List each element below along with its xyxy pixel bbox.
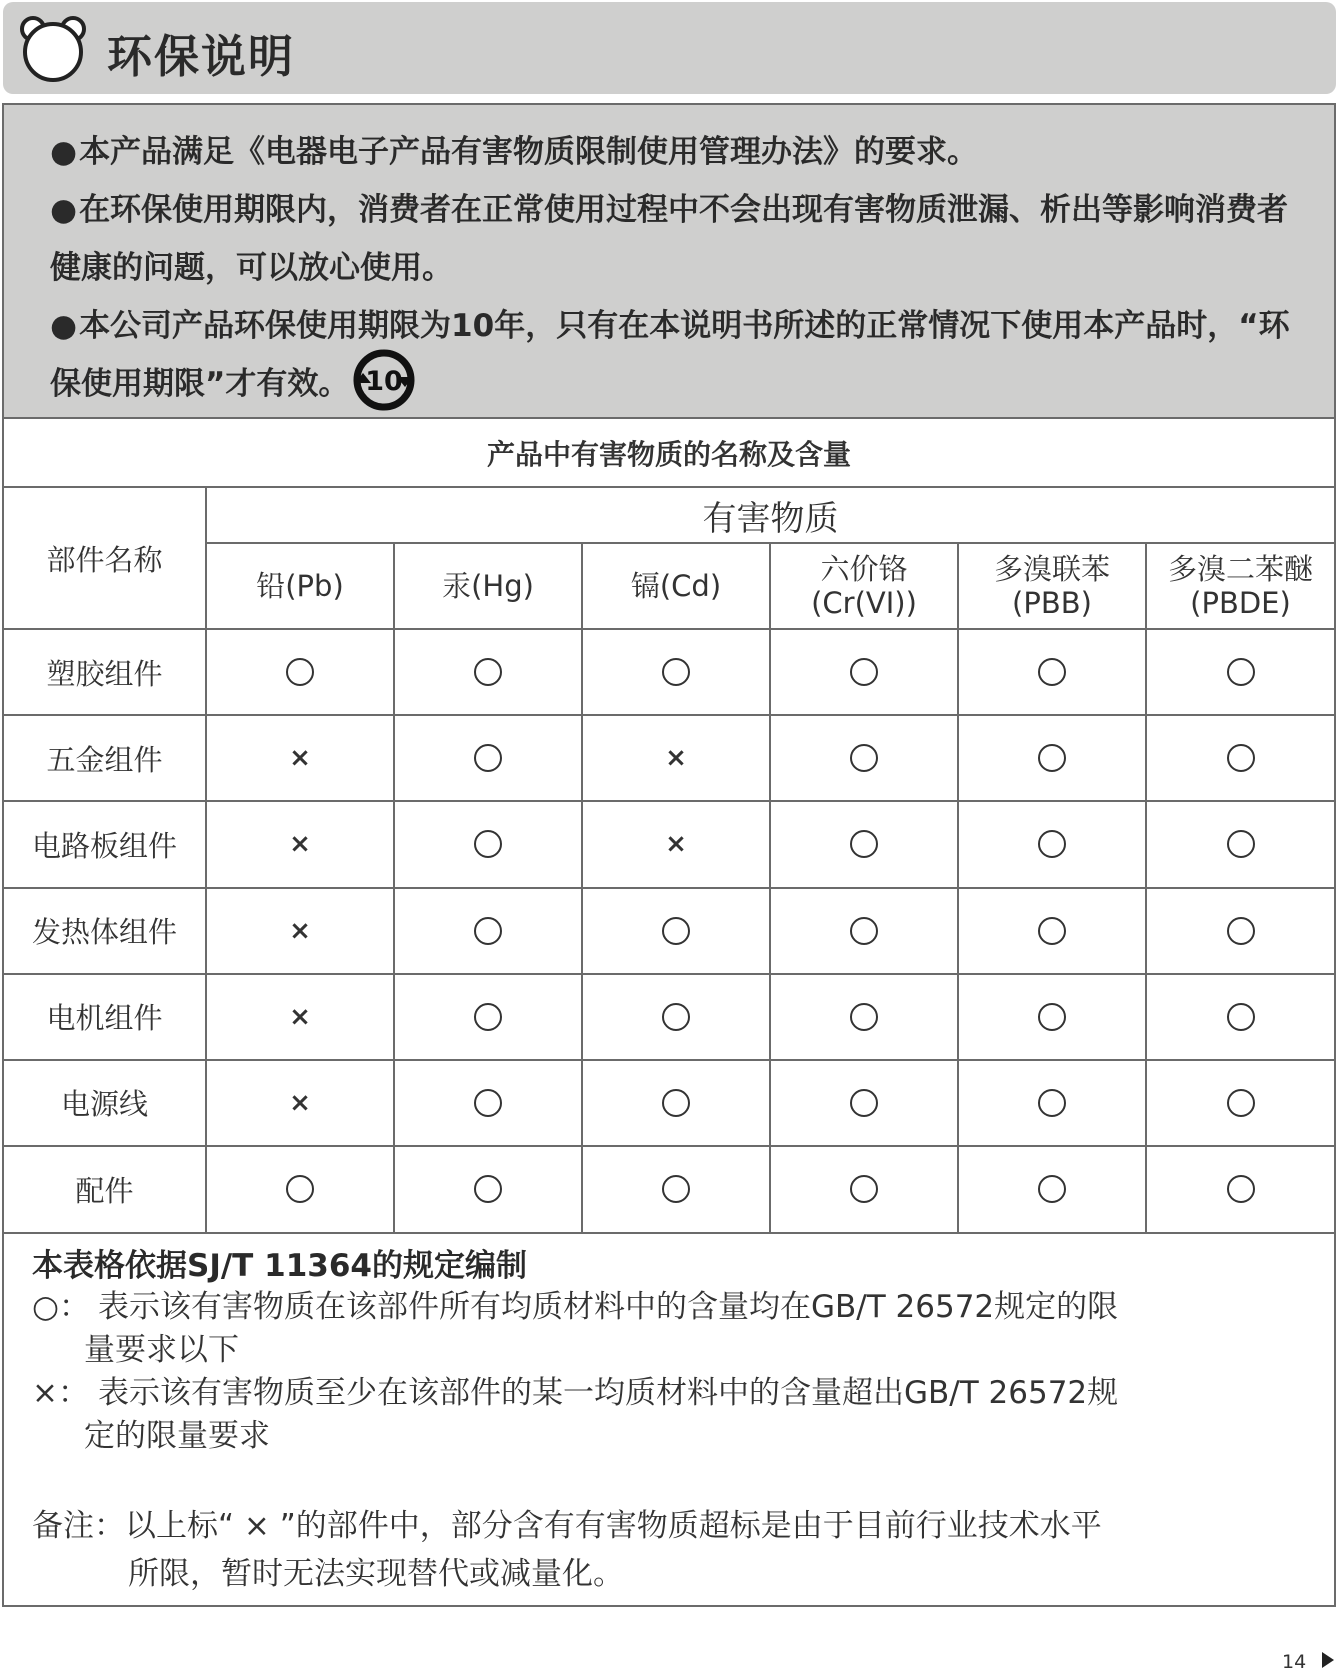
mark-cell bbox=[206, 888, 394, 974]
bear-icon bbox=[17, 12, 89, 84]
next-page-arrow-icon[interactable] bbox=[1322, 1652, 1334, 1668]
circle-mark-icon bbox=[1227, 917, 1255, 945]
circle-mark-icon bbox=[1038, 658, 1066, 686]
mark-cell bbox=[770, 801, 958, 887]
circle-mark-icon bbox=[662, 1175, 690, 1203]
mark-cell bbox=[958, 888, 1146, 974]
mark-cell bbox=[394, 801, 582, 887]
circle-mark-icon bbox=[850, 744, 878, 772]
table-row bbox=[4, 801, 1334, 887]
bullet-icon: ● bbox=[50, 192, 78, 228]
mark-cell bbox=[958, 801, 1146, 887]
cross-mark-icon: × bbox=[665, 829, 687, 860]
intro-paragraph-1: ●本产品满足《电器电子产品有害物质限制使用管理办法》的要求。 bbox=[50, 123, 1294, 181]
mark-cell bbox=[1146, 1060, 1334, 1146]
table-row bbox=[4, 974, 1334, 1060]
mark-cell bbox=[206, 715, 394, 801]
mark-cell bbox=[1146, 888, 1334, 974]
circle-mark-icon bbox=[662, 1089, 690, 1117]
circle-mark-icon bbox=[474, 1175, 502, 1203]
mark-cell bbox=[582, 888, 770, 974]
circle-mark-icon bbox=[474, 744, 502, 772]
table-row bbox=[4, 1060, 1334, 1146]
bullet-icon: ● bbox=[50, 308, 78, 344]
circle-mark-icon bbox=[850, 830, 878, 858]
mark-cell bbox=[394, 888, 582, 974]
intro-box bbox=[2, 103, 1336, 417]
circle-mark-icon bbox=[1227, 658, 1255, 686]
circle-mark-icon bbox=[1038, 1089, 1066, 1117]
circle-mark-icon bbox=[662, 917, 690, 945]
mark-cell bbox=[958, 1060, 1146, 1146]
substance-table-box bbox=[2, 417, 1336, 1234]
cross-mark-icon: × bbox=[289, 829, 311, 860]
mark-cell bbox=[958, 629, 1146, 715]
circle-mark-icon bbox=[1038, 1003, 1066, 1031]
part-name-cell: 电机组件 bbox=[4, 974, 206, 1060]
mark-cell bbox=[770, 1060, 958, 1146]
intro-paragraph-2: ●在环保使用期限内，消费者在正常使用过程中不会出现有害物质泄漏、析出等影响消费者健康的问题，可以放心使用。 bbox=[50, 181, 1294, 297]
logo-number: 10 bbox=[365, 365, 404, 397]
substance-column-header: 多溴联苯 (PBB) bbox=[958, 543, 1146, 629]
page-number: 14 bbox=[1282, 1651, 1307, 1673]
mark-cell bbox=[394, 629, 582, 715]
circle-mark-icon bbox=[662, 658, 690, 686]
mark-cell bbox=[394, 715, 582, 801]
circle-mark-icon bbox=[850, 1003, 878, 1031]
circle-symbol: ○： bbox=[32, 1289, 91, 1325]
circle-mark-icon bbox=[850, 658, 878, 686]
circle-mark-icon bbox=[850, 1175, 878, 1203]
mark-cell bbox=[582, 1060, 770, 1146]
mark-cell bbox=[394, 1146, 582, 1232]
part-name-cell: 塑胶组件 bbox=[4, 629, 206, 715]
remark: 备注：以上标“ × ”的部件中，部分含有有害物质超标是由于目前行业技术水平 所限，暂时无法实现替代或减量化。 bbox=[32, 1508, 1102, 1592]
circle-mark-icon bbox=[474, 658, 502, 686]
mark-cell bbox=[958, 715, 1146, 801]
notes-section bbox=[2, 1234, 1336, 1607]
substance-column-header: 多溴二苯醚 (PBDE) bbox=[1146, 543, 1334, 629]
mark-cell bbox=[958, 974, 1146, 1060]
cross-mark-icon: × bbox=[289, 1001, 311, 1032]
circle-mark-icon bbox=[474, 830, 502, 858]
mark-cell bbox=[394, 1060, 582, 1146]
legend-x: ×： 表示该有害物质至少在该部件的某一均质材料中的含量超出GB/T 26572规 定的限量要求 bbox=[32, 1372, 1308, 1458]
hazardous-substance-table bbox=[4, 419, 1334, 1232]
substance-column-header: 镉(Cd) bbox=[582, 543, 770, 629]
intro-paragraph-3: ●本公司产品环保使用期限为10年，只有在本说明书所述的正常情况下使用本产品时，“环保使用期限”才有效。 10 bbox=[50, 297, 1294, 413]
table-row bbox=[4, 888, 1334, 974]
mark-cell bbox=[206, 974, 394, 1060]
table-row bbox=[4, 1146, 1334, 1232]
mark-cell bbox=[770, 1146, 958, 1232]
part-name-cell: 电路板组件 bbox=[4, 801, 206, 887]
cross-mark-icon: × bbox=[289, 1087, 311, 1118]
part-name-cell: 五金组件 bbox=[4, 715, 206, 801]
mark-cell bbox=[582, 801, 770, 887]
mark-cell bbox=[958, 1146, 1146, 1232]
mark-cell bbox=[1146, 801, 1334, 887]
circle-mark-icon bbox=[1227, 1175, 1255, 1203]
circle-mark-icon bbox=[1227, 1003, 1255, 1031]
substance-column-header: 六价铬 (Cr(VI)) bbox=[770, 543, 958, 629]
part-name-header: 部件名称 bbox=[4, 487, 206, 629]
circle-mark-icon bbox=[1038, 830, 1066, 858]
mark-cell bbox=[582, 1146, 770, 1232]
cross-mark-icon: × bbox=[289, 743, 311, 774]
mark-cell bbox=[770, 888, 958, 974]
environment-period-logo-icon bbox=[351, 347, 417, 413]
circle-mark-icon bbox=[1227, 744, 1255, 772]
mark-cell bbox=[582, 629, 770, 715]
hazardous-substance-header: 有害物质 bbox=[206, 487, 1334, 543]
substance-column-header: 铅(Pb) bbox=[206, 543, 394, 629]
circle-mark-icon bbox=[474, 1003, 502, 1031]
part-name-cell: 配件 bbox=[4, 1146, 206, 1232]
circle-mark-icon bbox=[1038, 917, 1066, 945]
circle-mark-icon bbox=[1038, 1175, 1066, 1203]
mark-cell bbox=[1146, 1146, 1334, 1232]
circle-mark-icon bbox=[1038, 744, 1066, 772]
notes-title: 本表格依据SJ/T 11364的规定编制 bbox=[32, 1248, 527, 1284]
circle-mark-icon bbox=[1227, 1089, 1255, 1117]
legend-o: ○： 表示该有害物质在该部件所有均质材料中的含量均在GB/T 26572规定的限 量要求以下 bbox=[32, 1286, 1308, 1372]
circle-mark-icon bbox=[286, 658, 314, 686]
table-row bbox=[4, 715, 1334, 801]
section-header bbox=[3, 2, 1336, 94]
mark-cell bbox=[770, 629, 958, 715]
circle-mark-icon bbox=[662, 1003, 690, 1031]
mark-cell bbox=[206, 801, 394, 887]
mark-cell bbox=[1146, 629, 1334, 715]
cross-symbol: ×： bbox=[32, 1375, 89, 1411]
circle-mark-icon bbox=[1227, 830, 1255, 858]
circle-mark-icon bbox=[474, 1089, 502, 1117]
bullet-icon: ● bbox=[50, 134, 78, 170]
table-row bbox=[4, 629, 1334, 715]
mark-cell bbox=[1146, 715, 1334, 801]
part-name-cell: 电源线 bbox=[4, 1060, 206, 1146]
mark-cell bbox=[206, 1060, 394, 1146]
part-name-cell: 发热体组件 bbox=[4, 888, 206, 974]
page-title: 环保说明 bbox=[107, 30, 296, 83]
mark-cell bbox=[770, 715, 958, 801]
mark-cell bbox=[394, 974, 582, 1060]
circle-mark-icon bbox=[850, 1089, 878, 1117]
cross-mark-icon: × bbox=[665, 743, 687, 774]
circle-mark-icon bbox=[286, 1175, 314, 1203]
circle-mark-icon bbox=[474, 917, 502, 945]
remark-label: 备注： bbox=[32, 1508, 125, 1544]
mark-cell bbox=[582, 974, 770, 1060]
mark-cell bbox=[770, 974, 958, 1060]
substance-column-header: 汞(Hg) bbox=[394, 543, 582, 629]
mark-cell bbox=[206, 1146, 394, 1232]
cross-mark-icon: × bbox=[289, 915, 311, 946]
mark-cell bbox=[582, 715, 770, 801]
mark-cell bbox=[206, 629, 394, 715]
mark-cell bbox=[1146, 974, 1334, 1060]
circle-mark-icon bbox=[850, 917, 878, 945]
table-caption: 产品中有害物质的名称及含量 bbox=[4, 419, 1334, 487]
